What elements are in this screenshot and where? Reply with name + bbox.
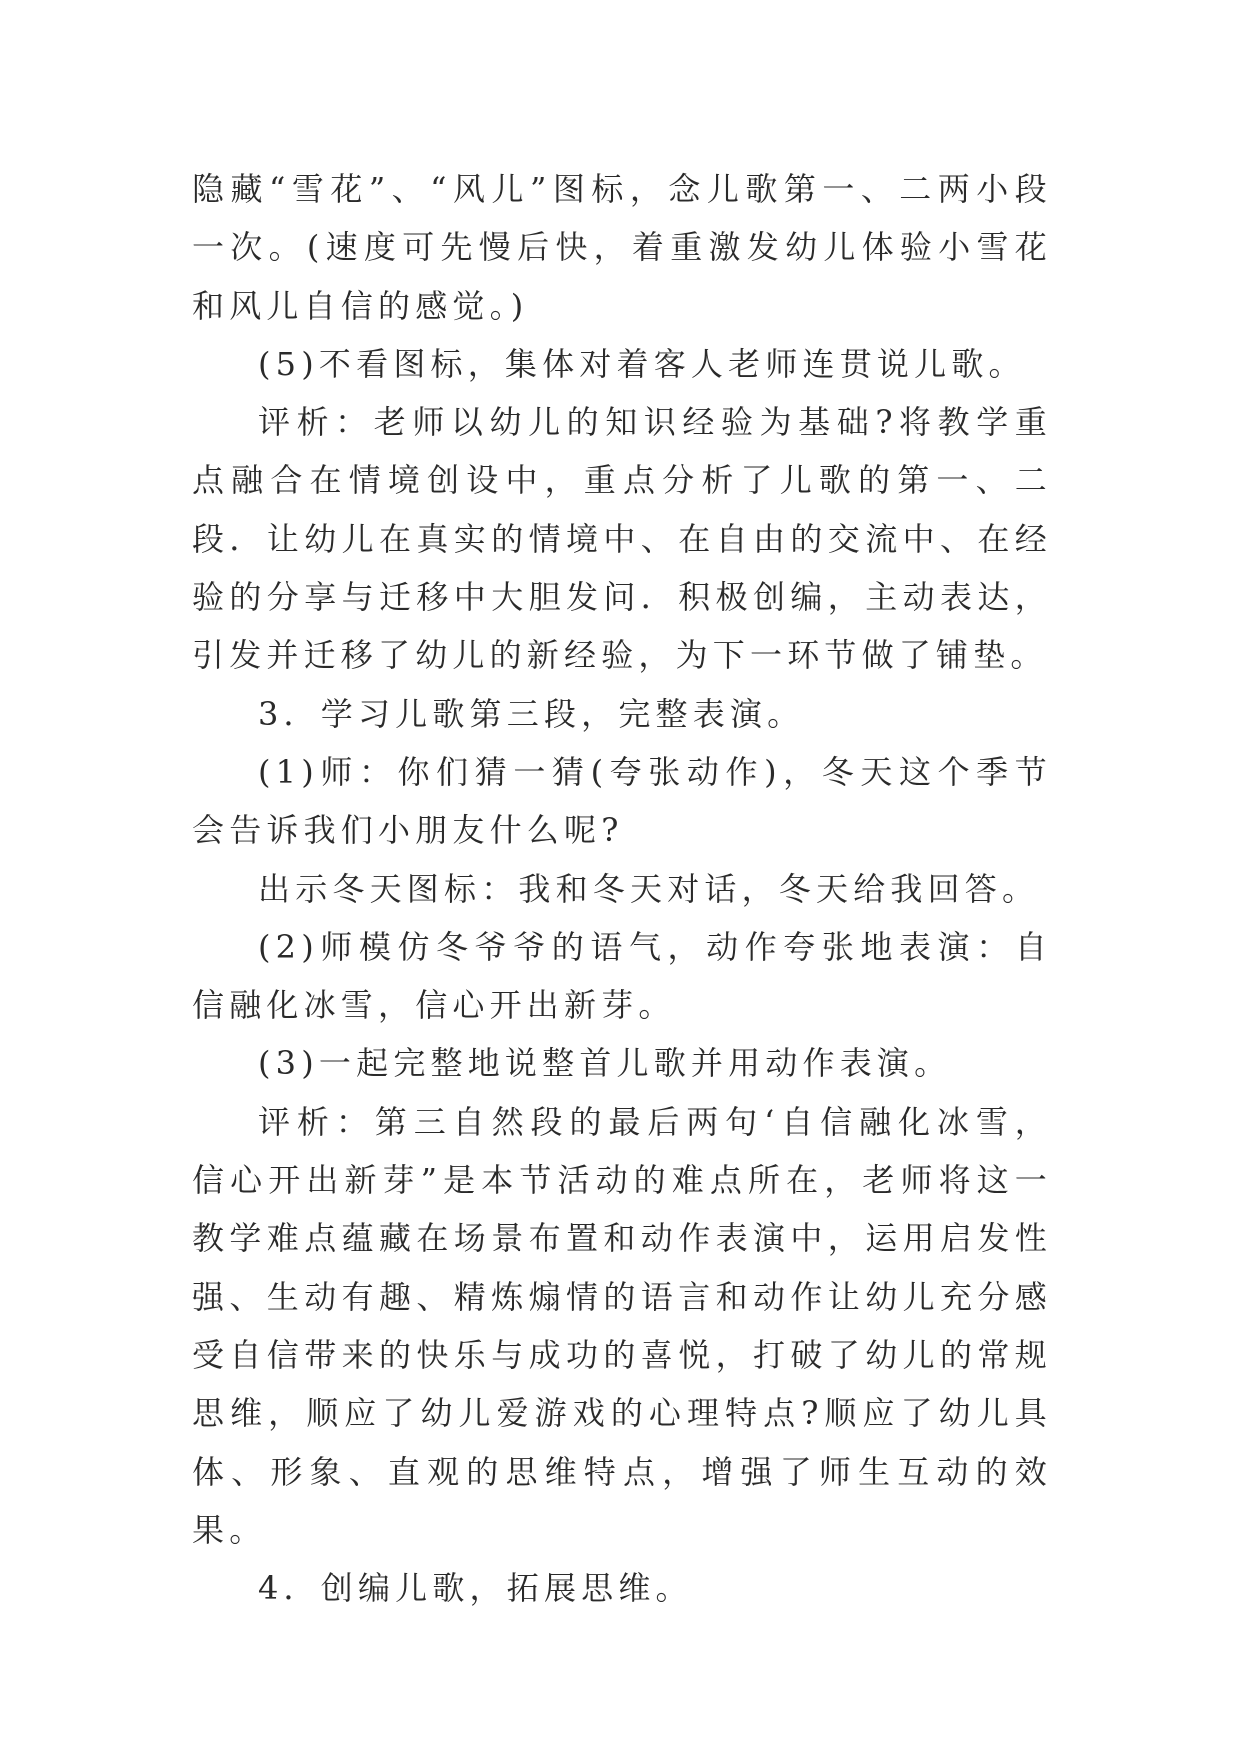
paragraph-step-1: (1)师：你们猜一猜(夸张动作)，冬天这个季节会告诉我们小朋友什么呢? <box>192 752 1052 850</box>
paragraph-winter-icon: 出示冬天图标：我和冬天对话，冬天给我回答。 <box>258 869 1040 908</box>
paragraph-step-2: (2)师模仿冬爷爷的语气，动作夸张地表演：自信融化冰雪，信心开出新芽。 <box>192 927 1052 1025</box>
paragraph-analysis-1: 评析：老师以幼儿的知识经验为基础?将教学重点融合在情境创设中，重点分析了儿歌的第一、二段．让幼儿在真实的情境中、在自由的交流中、在经验的分享与迁移中大胆发问．积极创编，主动表达，引发并迁移了幼儿的新经验，为下一环节做了铺垫。 <box>192 403 1052 675</box>
paragraph-step-3: (3)一起完整地说整首儿歌并用动作表演。 <box>258 1044 952 1083</box>
document-page <box>192 160 1052 1617</box>
paragraph-step-5: (5)不看图标，集体对着客人老师连贯说儿歌。 <box>258 344 1026 383</box>
heading-section-3: 3．学习儿歌第三段，完整表演。 <box>258 694 805 733</box>
heading-section-4: 4．创编儿歌，拓展思维。 <box>258 1569 693 1608</box>
paragraph-snow-wind-icons: 隐藏“雪花”、“风儿”图标，念儿歌第一、二两小段一次。(速度可先慢后快，着重激发幼儿体验小雪花和风儿自信的感觉。) <box>192 170 1052 325</box>
paragraph-analysis-2: 评析：第三自然段的最后两句‘自信融化冰雪，信心开出新芽”是本节活动的难点所在，老师将这一教学难点蕴藏在场景布置和动作表演中，运用启发性强、生动有趣、精炼煽情的语言和动作让幼儿充分感受自信带来的快乐与成功的喜悦，打破了幼儿的常规思维，顺应了幼儿爱游戏的心理特点?顺应了幼儿具体、形象、直观的思维特点，增强了师生互动的效果。 <box>192 1102 1052 1549</box>
